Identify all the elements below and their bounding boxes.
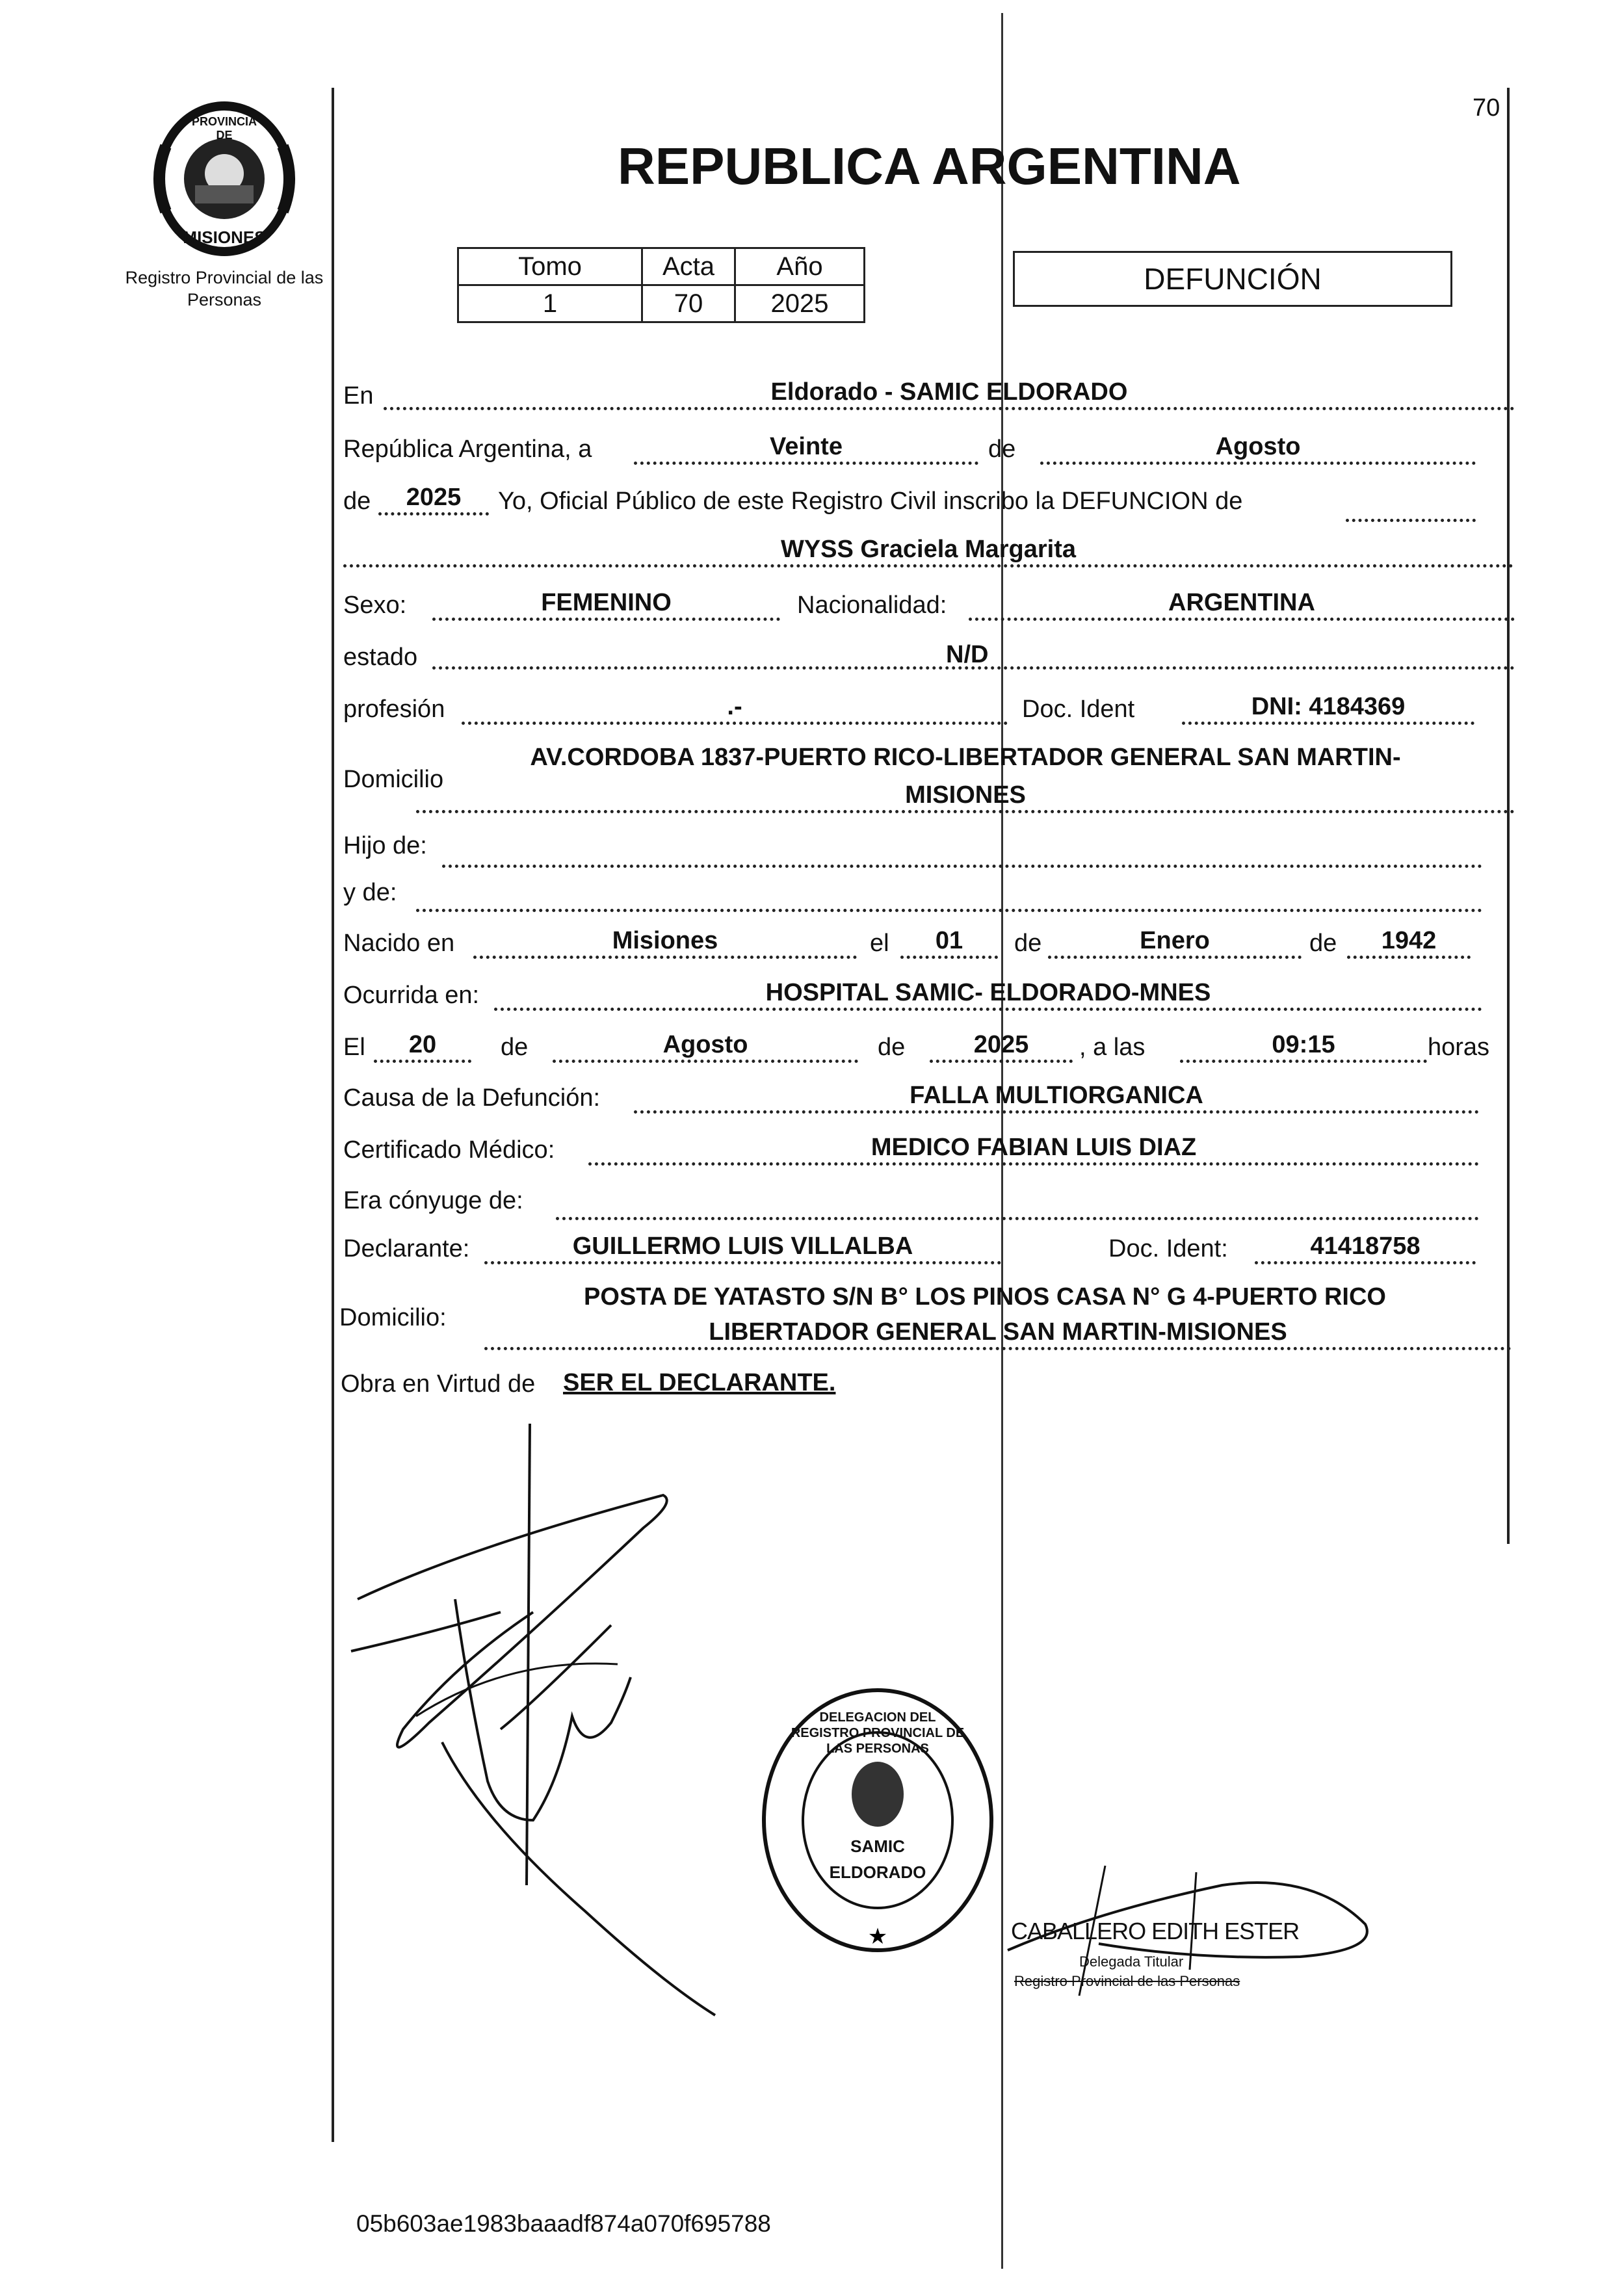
label-doc-ident-2: Doc. Ident: <box>1108 1235 1228 1262</box>
field-nac-anio: 1942 <box>1347 926 1471 959</box>
registry-label: Registro Provincial de las Personas <box>125 268 324 309</box>
stamp-center-top: SAMIC <box>850 1836 905 1856</box>
field-anio: 2025 <box>378 482 489 516</box>
label-obra: Obra en Virtud de <box>341 1370 536 1398</box>
doc-type-box <box>1013 251 1452 307</box>
field-mes: Agosto <box>1040 432 1476 465</box>
field-sexo: FEMENINO <box>432 588 780 621</box>
official-name: CABALLERO EDITH ESTER <box>1011 1918 1300 1944</box>
table-value-tomo: 1 <box>458 285 642 322</box>
dotline-yo <box>1346 519 1476 522</box>
field-certificado: MEDICO FABIAN LUIS DIAZ <box>588 1132 1479 1166</box>
signature <box>338 1417 741 2022</box>
field-lugar: Eldorado - SAMIC ELDORADO <box>384 377 1515 410</box>
label-de-1: de <box>988 436 1016 463</box>
label-hijo-de: Hijo de: <box>343 832 427 859</box>
label-y-de: y de: <box>343 879 397 906</box>
label-doc-ident: Doc. Ident <box>1022 696 1135 723</box>
label-el-cap: El <box>343 1034 365 1061</box>
official-org: Registro Provincial de las Personas <box>1014 1973 1240 1989</box>
page-number: 70 <box>1473 94 1500 122</box>
label-ocurrida-en: Ocurrida en: <box>343 982 480 1009</box>
table-value-anio: 2025 <box>735 285 865 322</box>
label-nacido-en: Nacido en <box>343 930 455 957</box>
doc-type: DEFUNCIÓN <box>1144 262 1322 296</box>
table-header-acta: Acta <box>642 248 735 285</box>
field-nacido-en: Misiones <box>473 926 857 959</box>
field-def-dia: 20 <box>374 1030 471 1063</box>
field-def-mes: Agosto <box>553 1030 858 1063</box>
label-republica: República Argentina, a <box>343 436 592 463</box>
field-causa: FALLA MULTIORGANICA <box>634 1080 1479 1114</box>
label-certificado: Certificado Médico: <box>343 1136 555 1164</box>
label-declarante: Declarante: <box>343 1235 470 1262</box>
table-header-tomo: Tomo <box>458 248 642 285</box>
seal-text-bottom: MISIONES <box>183 228 266 247</box>
label-horas: horas <box>1428 1034 1490 1061</box>
left-margin-line <box>332 88 334 2142</box>
svg-text:★: ★ <box>867 1924 888 1950</box>
official-title: Delegada Titular <box>1079 1953 1184 1970</box>
registry-stamp <box>754 1684 1001 1957</box>
label-a-las: , a las <box>1079 1034 1146 1061</box>
field-declarante-doc: 41418758 <box>1255 1231 1476 1264</box>
label-de-2: de <box>343 488 371 515</box>
table-value-acta: 70 <box>642 285 735 322</box>
dotline-hijo-de <box>442 865 1482 868</box>
country-title: REPUBLICA ARGENTINA <box>618 137 1241 195</box>
label-conyuge: Era cónyuge de: <box>343 1187 523 1214</box>
label-de-4: de <box>1309 930 1337 957</box>
field-dom-decl-line2: LIBERTADOR GENERAL SAN MARTIN-MISIONES <box>484 1317 1512 1350</box>
label-de-3: de <box>1014 930 1042 957</box>
province-seal <box>146 101 302 257</box>
label-profesion: profesión <box>343 696 445 723</box>
label-sexo: Sexo: <box>343 592 407 619</box>
label-yo-oficial: Yo, Oficial Público de este Registro Civil inscribo la DEFUNCION de <box>498 488 1243 515</box>
field-domicilio-line2: MISIONES <box>416 780 1515 813</box>
field-nac-mes: Enero <box>1048 926 1302 959</box>
field-dni: DNI: 4184369 <box>1182 692 1474 725</box>
document-hash: 05b603ae1983baaadf874a070f695788 <box>356 2210 771 2237</box>
field-obra: SER EL DECLARANTE. <box>563 1369 836 1396</box>
field-hora: 09:15 <box>1180 1030 1427 1063</box>
dotline-y-de <box>416 909 1482 912</box>
label-de-6: de <box>878 1034 906 1061</box>
field-declarante: GUILLERMO LUIS VILLALBA <box>484 1231 1001 1264</box>
field-domicilio-line1: AV.CORDOBA 1837-PUERTO RICO-LIBERTADOR GENERAL SAN MARTIN- <box>530 744 1401 771</box>
field-nac-dia: 01 <box>900 926 998 959</box>
stamp-center-bottom: ELDORADO <box>829 1862 926 1882</box>
field-def-anio: 2025 <box>930 1030 1073 1063</box>
table-header-anio: Año <box>735 248 865 285</box>
label-en: En <box>343 382 374 410</box>
field-nombre: WYSS Graciela Margarita <box>343 534 1513 568</box>
field-profesion: .- <box>462 692 1008 725</box>
record-table <box>457 247 865 323</box>
field-estado: N/D <box>432 640 1515 670</box>
field-dom-decl-line1: POSTA DE YATASTO S/N B° LOS PINOS CASA N° G 4-PUERTO RICO <box>584 1283 1386 1311</box>
label-de-5: de <box>501 1034 529 1061</box>
label-nacionalidad: Nacionalidad: <box>797 592 947 619</box>
field-nacionalidad: ARGENTINA <box>969 588 1515 621</box>
field-dia-letras: Veinte <box>634 432 978 465</box>
label-causa: Causa de la Defunción: <box>343 1084 601 1112</box>
label-estado: estado <box>343 644 418 671</box>
label-el: el <box>870 930 889 957</box>
stamp-ring-text: DELEGACION DEL REGISTRO PROVINCIAL DE LAS PERSONAS <box>791 1710 965 1756</box>
dotline-conyuge <box>556 1217 1479 1220</box>
label-domicilio: Domicilio <box>343 766 444 793</box>
seal-text-top: PROVINCIA DE <box>191 115 257 142</box>
field-ocurrida: HOSPITAL SAMIC- ELDORADO-MNES <box>494 978 1482 1011</box>
label-domicilio-2: Domicilio: <box>339 1304 447 1331</box>
